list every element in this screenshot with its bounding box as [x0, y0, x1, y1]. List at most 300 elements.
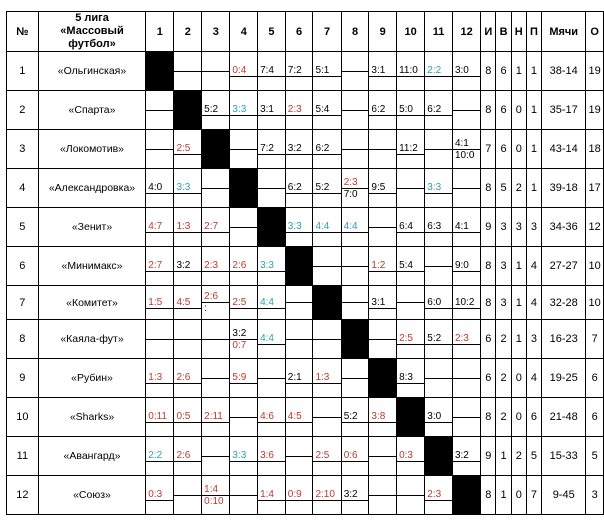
- draws: 0: [511, 91, 526, 130]
- match-score: [342, 378, 369, 379]
- match-score: 0:3: [146, 489, 173, 501]
- goals: 34-36: [542, 208, 586, 247]
- match-cell: [258, 169, 286, 208]
- match-cell: [452, 320, 480, 359]
- match-cell: [397, 476, 425, 515]
- team-number: 4: [7, 169, 39, 208]
- match-score: [230, 495, 257, 496]
- table-row: [7, 91, 604, 130]
- match-score: [146, 110, 173, 111]
- losses: 4: [526, 286, 541, 320]
- match-score: 1:3: [146, 372, 173, 384]
- losses: 1: [526, 91, 541, 130]
- match-score: 5:2: [202, 104, 229, 116]
- team-name: «Рубин»: [38, 359, 146, 398]
- games-played: 8: [481, 91, 496, 130]
- match-score: 0:11: [146, 411, 173, 423]
- wins: 1: [496, 476, 511, 515]
- match-score: 6:2: [313, 143, 340, 155]
- match-cell: [397, 52, 425, 91]
- match-cell: [202, 91, 230, 130]
- match-cell: [174, 398, 202, 437]
- losses: 3: [526, 208, 541, 247]
- match-cell: [369, 320, 397, 359]
- losses: 7: [526, 476, 541, 515]
- table-row: [7, 130, 604, 169]
- draws: 1: [511, 320, 526, 359]
- match-score: 3:3: [174, 182, 201, 194]
- match-score: 6:2: [369, 104, 396, 116]
- games-played: 7: [481, 130, 496, 169]
- self-match-cell: [452, 476, 480, 515]
- match-cell: [369, 437, 397, 476]
- col-header: 12: [452, 12, 480, 52]
- match-cell: [425, 247, 453, 286]
- match-score: [397, 188, 424, 189]
- points: 17: [586, 169, 604, 208]
- match-cell: [397, 320, 425, 359]
- points: 10: [586, 247, 604, 286]
- points: 10: [586, 286, 604, 320]
- match-cell: [230, 247, 258, 286]
- match-score: 1:4: [202, 484, 229, 496]
- losses: 4: [526, 247, 541, 286]
- match-score: [425, 266, 452, 267]
- draws: 1: [511, 286, 526, 320]
- wins: 3: [496, 208, 511, 247]
- match-score: 2:7: [202, 221, 229, 233]
- table-row: [7, 169, 604, 208]
- wins: 3: [496, 286, 511, 320]
- match-score: 2:5: [230, 297, 257, 309]
- match-score: 3:6: [258, 450, 285, 462]
- match-score: 3:3: [258, 260, 285, 272]
- games-played: 6: [481, 359, 496, 398]
- losses: 1: [526, 169, 541, 208]
- match-cell: [341, 52, 369, 91]
- table-row: [7, 247, 604, 286]
- match-cell: [230, 437, 258, 476]
- match-cell: [285, 359, 313, 398]
- self-match-cell: [285, 247, 313, 286]
- match-score: 3:3: [230, 450, 257, 462]
- match-cell: [341, 286, 369, 320]
- match-cell: [146, 320, 174, 359]
- match-score: [146, 339, 173, 340]
- match-cell: [174, 247, 202, 286]
- match-cell: [425, 52, 453, 91]
- points: 6: [586, 398, 604, 437]
- match-score: [425, 378, 452, 379]
- league-header: [38, 12, 146, 52]
- match-cell: [341, 398, 369, 437]
- losses: 3: [526, 320, 541, 359]
- match-cell: [369, 398, 397, 437]
- match-cell: [285, 91, 313, 130]
- match-cell: [202, 359, 230, 398]
- match-cell: [369, 476, 397, 515]
- team-number: 9: [7, 359, 39, 398]
- self-match-cell: [341, 320, 369, 359]
- match-cell: [202, 286, 230, 320]
- match-score: 5:2: [313, 182, 340, 194]
- match-cell: [313, 91, 341, 130]
- draws: 0: [511, 359, 526, 398]
- match-cell: [397, 169, 425, 208]
- match-score: [202, 339, 229, 340]
- match-cell: [313, 437, 341, 476]
- match-score: 6:4: [397, 221, 424, 233]
- table-row: [7, 52, 604, 91]
- match-cell: [341, 247, 369, 286]
- self-match-cell: [230, 169, 258, 208]
- match-cell: [285, 52, 313, 91]
- wins: 2: [496, 359, 511, 398]
- match-cell: [230, 286, 258, 320]
- match-cell: [285, 476, 313, 515]
- team-number: 1: [7, 52, 39, 91]
- match-score: [230, 227, 257, 228]
- match-score: 5:4: [313, 104, 340, 116]
- match-score: [369, 227, 396, 228]
- match-score: 3:2: [286, 143, 313, 155]
- wins: 6: [496, 130, 511, 169]
- match-cell: [258, 130, 286, 169]
- col-header: 7: [313, 12, 341, 52]
- match-cell: [369, 169, 397, 208]
- table-row: [7, 208, 604, 247]
- match-score: 3:2: [230, 328, 257, 340]
- match-score: 2:5: [397, 333, 424, 345]
- losses: 5: [526, 437, 541, 476]
- match-cell: [202, 169, 230, 208]
- match-cell: [425, 91, 453, 130]
- match-score: 6:3: [425, 221, 452, 233]
- match-cell: [174, 130, 202, 169]
- match-score: 9:0: [453, 260, 480, 272]
- self-match-cell: [397, 398, 425, 437]
- games-played: 8: [481, 169, 496, 208]
- games-played: 9: [481, 208, 496, 247]
- team-name: «Зенит»: [38, 208, 146, 247]
- losses: 1: [526, 52, 541, 91]
- team-number: 6: [7, 247, 39, 286]
- match-score: 0:4: [230, 65, 257, 77]
- goals: 27-27: [542, 247, 586, 286]
- match-cell: [258, 359, 286, 398]
- match-cell: [285, 208, 313, 247]
- games-played: 9: [481, 437, 496, 476]
- match-score: [230, 417, 257, 418]
- match-score: 2:3: [425, 489, 452, 501]
- match-score: [202, 71, 229, 72]
- match-cell: [397, 208, 425, 247]
- match-score-second: :: [204, 303, 207, 314]
- match-cell: [285, 130, 313, 169]
- match-score: 4:7: [146, 221, 173, 233]
- match-cell: [285, 437, 313, 476]
- match-score: [174, 71, 201, 72]
- games-header: И: [481, 12, 496, 52]
- match-score: 11:0: [397, 65, 424, 77]
- match-score: [258, 188, 285, 189]
- match-cell: [202, 208, 230, 247]
- self-match-cell: [258, 208, 286, 247]
- team-name: «Локомотив»: [38, 130, 146, 169]
- match-cell: [146, 91, 174, 130]
- losses-header: П: [526, 12, 541, 52]
- match-score: 2:3: [342, 177, 369, 189]
- league-subtitle: «Массовый футбол»: [60, 25, 124, 50]
- goals: 32-28: [542, 286, 586, 320]
- match-cell: [452, 130, 480, 169]
- draws: 3: [511, 208, 526, 247]
- team-number: 2: [7, 91, 39, 130]
- goals: 15-33: [542, 437, 586, 476]
- match-score: 3:3: [230, 104, 257, 116]
- draws: 1: [511, 247, 526, 286]
- match-cell: [230, 52, 258, 91]
- table-row: [7, 359, 604, 398]
- match-score: 4:6: [258, 411, 285, 423]
- col-header: 10: [397, 12, 425, 52]
- match-score: 2:6: [230, 260, 257, 272]
- match-score: [202, 188, 229, 189]
- match-score: 5:1: [313, 65, 340, 77]
- team-number: 3: [7, 130, 39, 169]
- match-cell: [313, 476, 341, 515]
- match-score: [174, 495, 201, 496]
- match-cell: [174, 52, 202, 91]
- match-score: [230, 149, 257, 150]
- games-played: 8: [481, 247, 496, 286]
- team-number: 12: [7, 476, 39, 515]
- points: 3: [586, 476, 604, 515]
- match-cell: [452, 437, 480, 476]
- games-played: 8: [481, 398, 496, 437]
- match-score: 2:3: [453, 333, 480, 345]
- match-score: [369, 495, 396, 496]
- match-cell: [425, 208, 453, 247]
- match-score: 4:4: [258, 297, 285, 309]
- match-score: [202, 378, 229, 379]
- col-header: 9: [369, 12, 397, 52]
- match-cell: [397, 359, 425, 398]
- match-score: [146, 149, 173, 150]
- goals: 19-25: [542, 359, 586, 398]
- match-cell: [341, 359, 369, 398]
- losses: 6: [526, 398, 541, 437]
- match-cell: [425, 359, 453, 398]
- draws: 0: [511, 398, 526, 437]
- col-header: 3: [202, 12, 230, 52]
- points: 19: [586, 52, 604, 91]
- match-score: 4:5: [286, 411, 313, 423]
- match-cell: [285, 286, 313, 320]
- match-cell: [202, 52, 230, 91]
- match-score: 0:9: [286, 489, 313, 501]
- match-cell: [285, 398, 313, 437]
- match-score: 11:2: [397, 143, 424, 155]
- match-cell: [452, 52, 480, 91]
- match-score: 3:1: [369, 297, 396, 309]
- match-cell: [313, 320, 341, 359]
- team-number: 11: [7, 437, 39, 476]
- match-score: [369, 149, 396, 150]
- team-name: «Минимакс»: [38, 247, 146, 286]
- header-row: [7, 12, 604, 52]
- match-cell: [341, 208, 369, 247]
- match-score: 0:3: [397, 450, 424, 462]
- match-cell: [425, 320, 453, 359]
- match-cell: [174, 320, 202, 359]
- standings-table: [6, 11, 604, 515]
- team-name: «Комитет»: [38, 286, 146, 320]
- match-score-second: 0:10: [204, 495, 224, 507]
- wins: 6: [496, 91, 511, 130]
- match-score: 3:3: [425, 182, 452, 194]
- match-cell: [258, 52, 286, 91]
- team-number: 7: [7, 286, 39, 320]
- match-cell: [230, 398, 258, 437]
- losses: 4: [526, 359, 541, 398]
- match-cell: [452, 286, 480, 320]
- match-score: 7:2: [286, 65, 313, 77]
- col-header: 6: [285, 12, 313, 52]
- match-score: 3:0: [453, 65, 480, 77]
- match-cell: [397, 130, 425, 169]
- match-cell: [452, 208, 480, 247]
- match-score: 6:2: [425, 104, 452, 116]
- team-name: «Sharks»: [38, 398, 146, 437]
- match-score-second: 10:0: [454, 149, 475, 161]
- match-score: [453, 378, 480, 379]
- match-score: 8:3: [397, 372, 424, 384]
- draws: 2: [511, 437, 526, 476]
- match-score: 2:2: [425, 65, 452, 77]
- match-score: 1:3: [174, 221, 201, 233]
- match-score: 7:4: [258, 65, 285, 77]
- match-cell: [397, 437, 425, 476]
- points: 12: [586, 208, 604, 247]
- match-score: 1:2: [369, 260, 396, 272]
- match-score: 9:5: [369, 182, 396, 194]
- table-row: [7, 286, 604, 320]
- match-cell: [369, 130, 397, 169]
- match-score: 3:0: [425, 411, 452, 423]
- match-score: 3:8: [369, 411, 396, 423]
- goals: 21-48: [542, 398, 586, 437]
- match-score: 5:2: [342, 411, 369, 423]
- match-cell: [341, 169, 369, 208]
- team-name: «Авангард»: [38, 437, 146, 476]
- self-match-cell: [174, 91, 202, 130]
- match-score: [202, 456, 229, 457]
- match-cell: [313, 398, 341, 437]
- match-score: 0:5: [174, 411, 201, 423]
- match-score: 3:2: [342, 489, 369, 501]
- match-cell: [397, 286, 425, 320]
- col-header: 1: [146, 12, 174, 52]
- match-score: 4:4: [258, 333, 285, 345]
- match-cell: [452, 91, 480, 130]
- match-score: 2:6: [202, 291, 229, 303]
- match-cell: [146, 208, 174, 247]
- wins: 2: [496, 320, 511, 359]
- match-cell: [313, 247, 341, 286]
- match-score: 3:2: [174, 260, 201, 272]
- match-score: 2:10: [313, 489, 340, 501]
- match-cell: [146, 130, 174, 169]
- points: 7: [586, 320, 604, 359]
- match-cell: [285, 169, 313, 208]
- match-cell: [397, 91, 425, 130]
- match-score: 6:0: [425, 297, 452, 309]
- match-cell: [341, 91, 369, 130]
- match-cell: [425, 286, 453, 320]
- match-cell: [258, 476, 286, 515]
- match-cell: [452, 398, 480, 437]
- match-cell: [174, 359, 202, 398]
- team-name: «Ольгинская»: [38, 52, 146, 91]
- match-score: 7:2: [258, 143, 285, 155]
- self-match-cell: [146, 52, 174, 91]
- draws: 0: [511, 476, 526, 515]
- games-played: 8: [481, 476, 496, 515]
- table-row: [7, 476, 604, 515]
- match-cell: [425, 169, 453, 208]
- match-cell: [146, 437, 174, 476]
- num-header: №: [7, 12, 39, 52]
- match-score: 3:3: [286, 221, 313, 233]
- match-score: 2:3: [202, 260, 229, 272]
- team-number: 8: [7, 320, 39, 359]
- self-match-cell: [425, 437, 453, 476]
- match-score: 5:4: [397, 260, 424, 272]
- table-row: [7, 320, 604, 359]
- match-score: 4:5: [174, 297, 201, 309]
- match-cell: [146, 169, 174, 208]
- match-cell: [313, 208, 341, 247]
- match-cell: [202, 320, 230, 359]
- match-score: [397, 495, 424, 496]
- match-cell: [202, 247, 230, 286]
- standings-body: [7, 52, 604, 515]
- match-score: [286, 339, 313, 340]
- match-score: [313, 417, 340, 418]
- match-cell: [313, 359, 341, 398]
- col-header: 4: [230, 12, 258, 52]
- match-score: [313, 339, 340, 340]
- team-number: 10: [7, 398, 39, 437]
- match-score: 6:2: [286, 182, 313, 194]
- match-cell: [230, 130, 258, 169]
- goals: 35-17: [542, 91, 586, 130]
- match-score: [174, 339, 201, 340]
- losses: 1: [526, 130, 541, 169]
- col-header: 2: [174, 12, 202, 52]
- match-score: [342, 266, 369, 267]
- team-name: «Спарта»: [38, 91, 146, 130]
- col-header: 8: [341, 12, 369, 52]
- match-score: 4:1: [453, 138, 480, 150]
- wins: 6: [496, 52, 511, 91]
- match-score: 3:2: [453, 450, 480, 462]
- match-cell: [369, 52, 397, 91]
- match-score: [425, 149, 452, 150]
- match-cell: [258, 398, 286, 437]
- team-name: «Александровка»: [38, 169, 146, 208]
